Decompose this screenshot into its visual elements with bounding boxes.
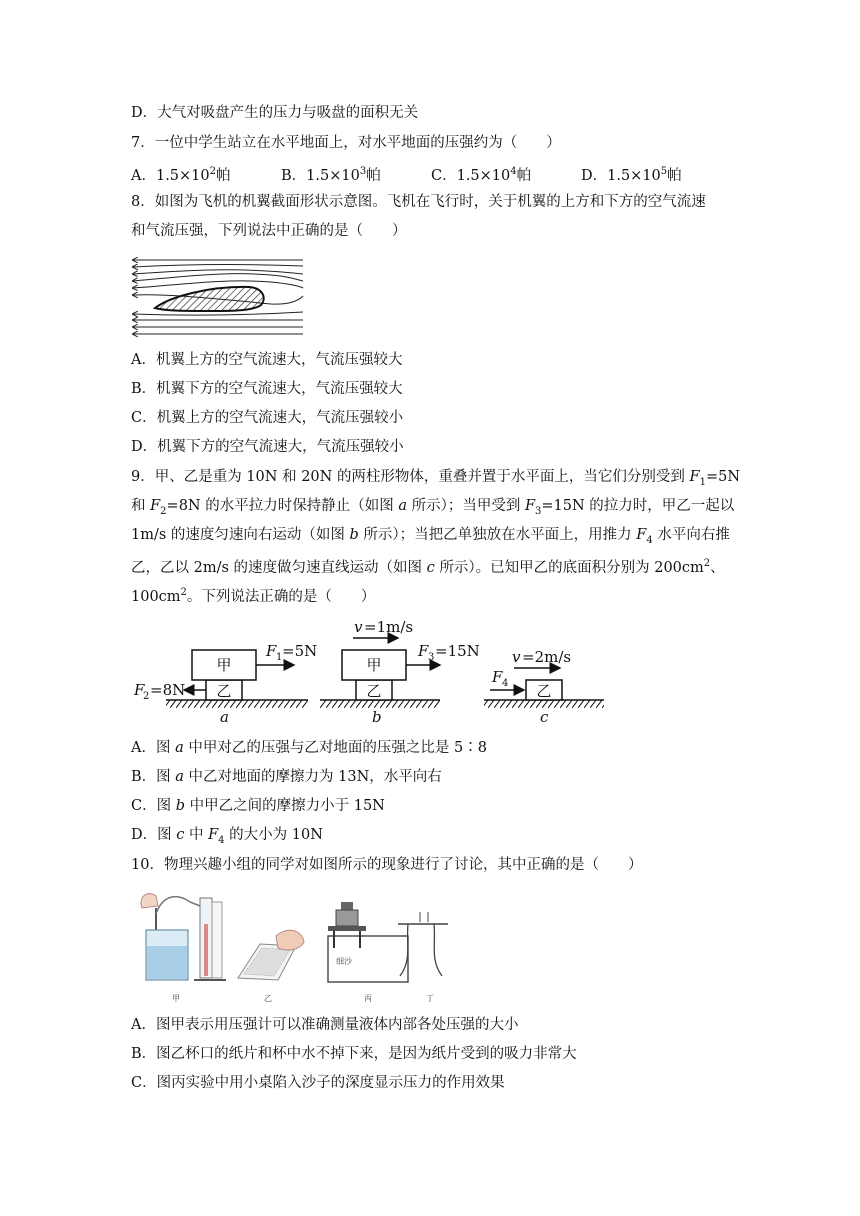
f1-sub: 1 bbox=[276, 652, 283, 663]
label-b: b bbox=[372, 708, 382, 726]
q10-option-b: B．图乙杯口的纸片和杯中水不掉下来，是因为纸片受到的吸力非常大 bbox=[131, 1046, 577, 1062]
q7-option-b: B．$1.5\times 10^3$帕 bbox=[281, 166, 381, 184]
q7-stem: 7．一位中学生站立在水平地面上，对水平地面的压强约为（ ） bbox=[131, 135, 561, 151]
q9-line1: 9．甲、乙是重为 10N 和 20N 的两柱形物体，重叠并置于水平面上，当它们分别受到 $F_1=5N$ bbox=[131, 469, 741, 488]
f1-var: F bbox=[266, 642, 277, 660]
q10-option-c: C．图丙实验中用小桌陷入沙子的深度显示压力的作用效果 bbox=[131, 1075, 505, 1091]
q7-option-a: A．$1.5\times 10^2$帕 bbox=[131, 166, 231, 184]
airfoil-figure bbox=[131, 252, 309, 338]
f4-var: F bbox=[492, 668, 503, 686]
label-jia-10: 甲 bbox=[172, 994, 180, 1003]
q10-option-a: A．图甲表示用压强计可以准确测量液体内部各处压强的大小 bbox=[131, 1017, 519, 1033]
f3-sub: 3 bbox=[428, 652, 435, 663]
label-yi-10: 乙 bbox=[264, 994, 272, 1003]
q8-option-c: C．机翼上方的空气流速大，气流压强较小 bbox=[131, 410, 404, 426]
q8-option-b: B．机翼下方的空气流速大，气流压强较大 bbox=[131, 381, 403, 397]
q7-option-d: D．$1.5\times 10^5$帕 bbox=[581, 166, 682, 184]
q9-line4: 乙，乙以 2m/s 的速度做匀速直线运动（如图 c 所示）。已知甲乙的底面积分别为 $200cm^2$、 bbox=[131, 558, 725, 576]
q9-option-b: B．图 a 中乙对地面的摩擦力为 13N，水平向右 bbox=[131, 769, 442, 785]
q8-stem-line2: 和气流压强，下列说法中正确的是（ ） bbox=[131, 223, 407, 239]
q7-option-c: C．$1.5\times 10^4$帕 bbox=[431, 166, 532, 184]
q8-option-d: D．机翼下方的空气流速大，气流压强较小 bbox=[131, 439, 404, 455]
label-yi-b: 乙 bbox=[366, 682, 382, 700]
q9-line3: 1m/s 的速度匀速向右运动（如图 b 所示）；当把乙单独放在水平面上，用推力 $F_4$ 水平向右推 bbox=[131, 527, 730, 546]
label-jia-b: 甲 bbox=[366, 656, 382, 674]
v2-var: v bbox=[512, 648, 521, 666]
figure-a bbox=[133, 642, 317, 726]
sand-label: 细沙 bbox=[336, 957, 352, 966]
q10-stem: 10．物理兴趣小组的同学对如图所示的现象进行了讨论，其中正确的是（ ） bbox=[131, 857, 643, 873]
q6-option-d: D．大气对吸盘产生的压力与吸盘的面积无关 bbox=[131, 105, 419, 121]
label-ding-10: 丁 bbox=[426, 994, 434, 1003]
table-sand-figure bbox=[328, 902, 408, 1003]
f3-var: F bbox=[418, 642, 429, 660]
f2-sub: 2 bbox=[143, 691, 150, 702]
q9-option-d: D．图 c 中 $F_4$ 的大小为 10N bbox=[131, 827, 323, 846]
q8-option-a: A．机翼上方的空气流速大，气流压强较大 bbox=[131, 352, 403, 368]
label-yi-c: 乙 bbox=[536, 682, 552, 700]
pressure-gauge-figure bbox=[141, 894, 226, 1003]
q10-figure bbox=[128, 884, 456, 1006]
v2-value: =2m/s bbox=[522, 648, 572, 666]
label-yi-a: 乙 bbox=[216, 682, 232, 700]
figure-c bbox=[484, 648, 604, 726]
q9-option-c: C．图 b 中甲乙之间的摩擦力小于 15N bbox=[131, 798, 385, 814]
figure-b bbox=[320, 618, 480, 726]
wing-section bbox=[155, 287, 264, 311]
q8-stem-line1: 8．如图为飞机的机翼截面形状示意图。飞机在飞行时，关于机翼的上方和下方的空气流速 bbox=[131, 194, 706, 210]
q9-option-a: A．图 a 中甲对乙的压强与乙对地面的压强之比是 5∶8 bbox=[131, 740, 487, 756]
f3-value: =15N bbox=[435, 642, 480, 660]
f1-value: =5N bbox=[282, 642, 318, 660]
f2-value: =8N bbox=[150, 681, 186, 699]
label-a: a bbox=[220, 708, 229, 726]
v1-var: v bbox=[354, 618, 363, 636]
f2-var: F bbox=[134, 681, 145, 699]
label-jia-a: 甲 bbox=[216, 656, 232, 674]
label-bing-10: 丙 bbox=[364, 994, 372, 1003]
label-c: c bbox=[540, 708, 549, 726]
v1-value: =1m/s bbox=[364, 618, 414, 636]
f4-sub: 4 bbox=[502, 678, 509, 689]
q9-line2: 和 $F_2=8N$ 的水平拉力时保持静止（如图 a 所示）；当甲受到 $F_3=15N$ 的拉力时，甲乙一起以 bbox=[131, 498, 735, 517]
q9-line5: $100cm^2$。下列说法正确的是（ ） bbox=[131, 587, 376, 605]
paper-card-figure bbox=[238, 930, 304, 1003]
q9-figure bbox=[128, 612, 606, 728]
